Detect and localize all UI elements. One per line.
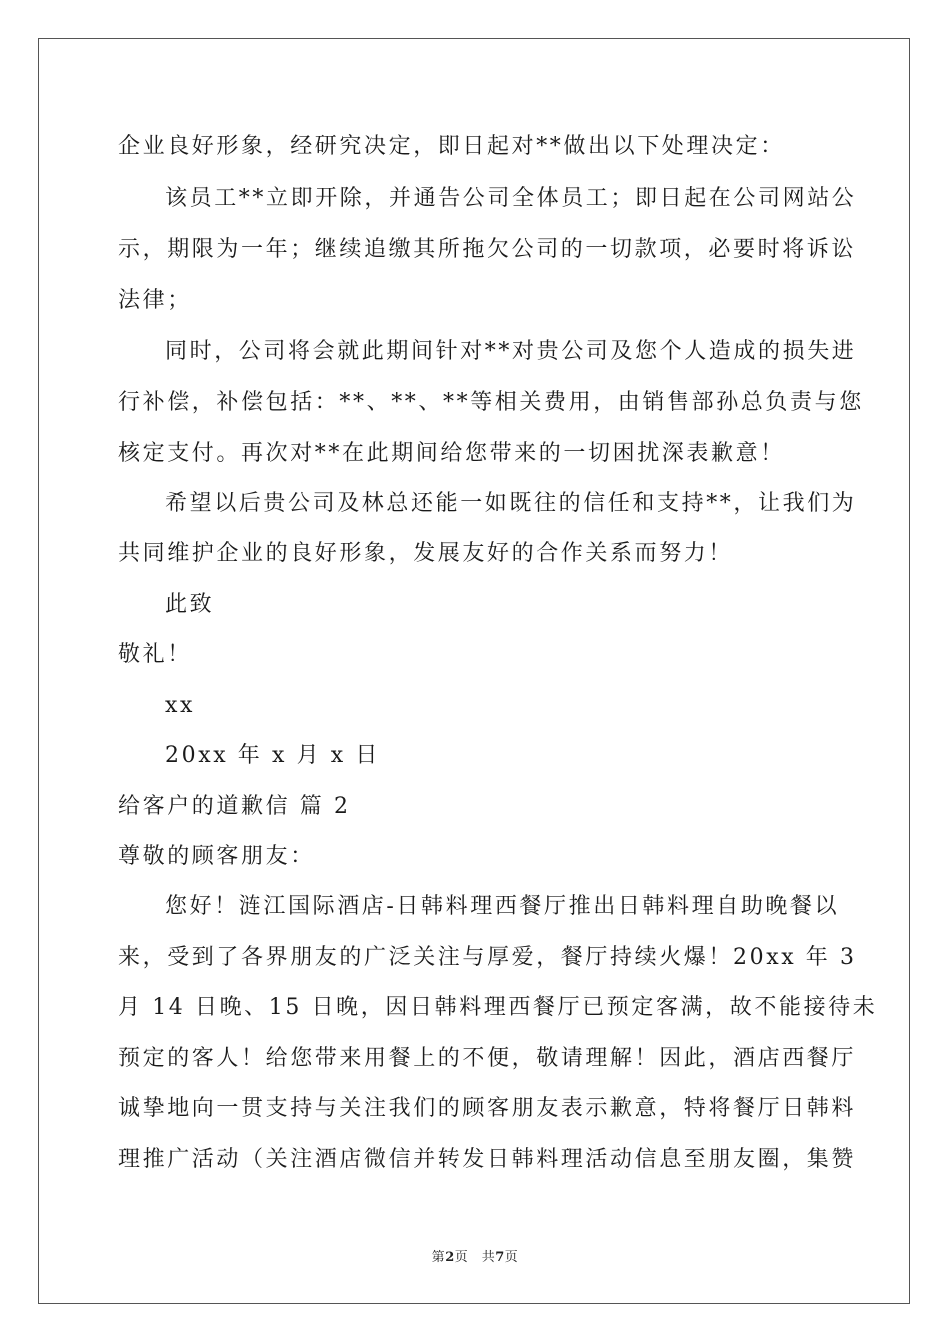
text-line: 行补偿，补偿包括：**、**、**等相关费用，由销售部孙总负责与您 <box>118 390 864 415</box>
text-line: 核定支付。再次对**在此期间给您带来的一切困扰深表歉意！ <box>118 441 785 466</box>
text-line: 预定的客人！给您带来用餐上的不便，敬请理解！因此，酒店西餐厅 <box>118 1046 857 1071</box>
page-total: 7 <box>495 1250 505 1265</box>
page-mid: 页 共 <box>454 1250 496 1265</box>
closing-regards: 敬礼！ <box>118 642 192 667</box>
text-line: 企业良好形象，经研究决定，即日起对**做出以下处理决定： <box>118 134 785 159</box>
greeting: 尊敬的顾客朋友： <box>118 844 315 869</box>
text-line: 您好！涟江国际酒店-日韩料理西餐厅推出日韩料理自助晚餐以 <box>165 894 840 919</box>
signature: xx <box>165 693 196 718</box>
text-line: 示，期限为一年；继续追缴其所拖欠公司的一切款项，必要时将诉讼 <box>118 237 857 262</box>
date-line: 20xx 年 x 月 x 日 <box>165 743 380 768</box>
page-prefix: 第 <box>431 1250 446 1265</box>
page-suffix: 页 <box>504 1250 519 1265</box>
text-line: 诚挚地向一贯支持与关注我们的顾客朋友表示歉意，特将餐厅日韩料 <box>118 1096 857 1121</box>
text-line: 同时，公司将会就此期间针对**对贵公司及您个人造成的损失进 <box>165 339 857 364</box>
text-line: 希望以后贵公司及林总还能一如既往的信任和支持**，让我们为 <box>165 491 857 516</box>
text-line: 该员工**立即开除，并通告公司全体员工；即日起在公司网站公 <box>165 186 857 211</box>
section-heading: 给客户的道歉信 篇 2 <box>118 794 351 819</box>
closing-salutation: 此致 <box>165 592 215 617</box>
text-line: 共同维护企业的良好形象，发展友好的合作关系而努力！ <box>118 541 734 566</box>
text-line: 法律； <box>118 288 192 313</box>
text-line: 理推广活动（关注酒店微信并转发日韩料理活动信息至朋友圈，集赞 <box>118 1147 857 1172</box>
page-current: 2 <box>445 1250 455 1265</box>
text-line: 来，受到了各界朋友的广泛关注与厚爱，餐厅持续火爆！20xx 年 3 <box>118 945 857 970</box>
page-footer <box>0 1246 950 1265</box>
text-line: 月 14 日晚、15 日晚，因日韩料理西餐厅已预定客满，故不能接待未 <box>118 995 878 1020</box>
